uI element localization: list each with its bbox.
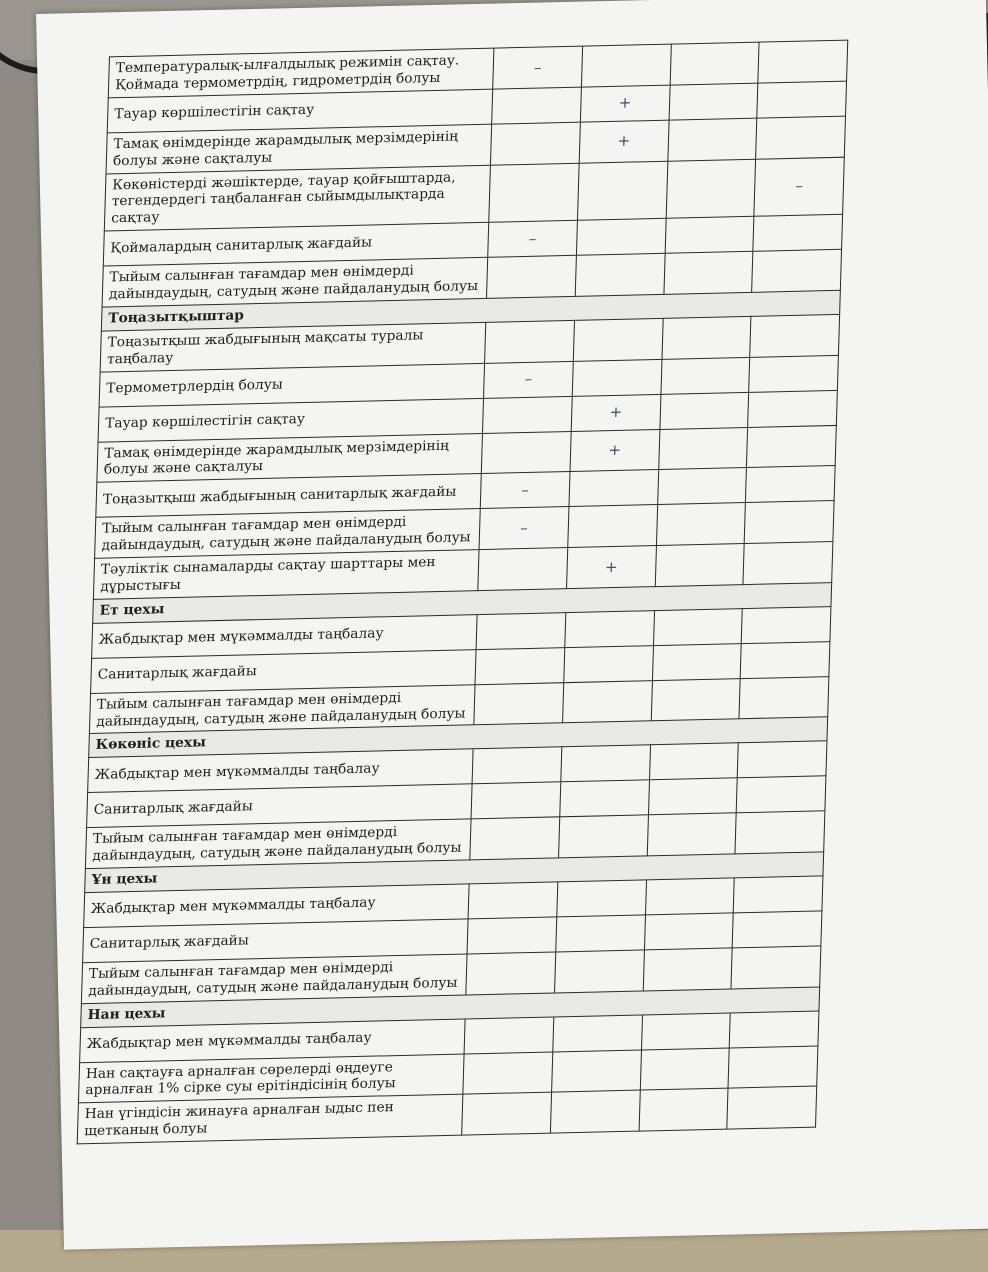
mark-cell [758,40,848,83]
mark-cell [669,83,758,120]
item-label: Санитарлық жағдайы [91,649,477,693]
mark-cell [489,163,579,223]
mark-cell [747,425,837,468]
mark-cell: + [570,429,660,472]
mark-cell [739,676,829,719]
mark-cell [652,643,741,680]
mark-cell [558,815,648,858]
mark-cell [736,776,826,813]
mark-cell: + [566,546,656,589]
item-label: Температуралық-ылғалдылық режимін сақтау. Қоймада термометрдің, гидрометрдің болуы [108,48,494,98]
mark-cell [750,314,840,357]
mark-cell [653,608,742,645]
mark-cell [561,745,651,782]
mark-cell [748,390,838,427]
mark-cell [752,249,842,292]
mark-cell [728,1046,818,1089]
item-label: Тыйым салынған тағамдар мен өнімдерді дайындаудың, сатудың және пайдаланудың болуы [102,257,488,307]
mark-cell [740,641,830,678]
section-title: Нан цехы [81,987,820,1028]
mark-cell [643,948,732,991]
item-label: Тоңазытқыш жабдығының мақсаты туралы таңбалау [100,322,486,372]
item-label: Тыйым салынған тағамдар мен өнімдерді дайындаудың, сатудың және пайдаланудың болуы [81,954,467,1004]
item-label: Жабдықтар мен мүкәммалды таңбалау [80,1019,466,1063]
item-label: Термометрлердің болуы [99,363,485,407]
item-label: Жабдықтар мен мүкәммалды таңбалау [88,749,474,793]
item-label: Тауар көршілестігін сақтау [98,398,484,442]
mark-cell [741,606,831,643]
mark-cell [464,1017,553,1054]
mark-cell [575,253,665,296]
mark-cell [648,778,737,815]
section-title: Көкөніс цехы [89,717,828,758]
mark-cell [656,503,745,546]
mark-cell [662,316,751,359]
mark-cell [556,915,646,952]
mark-cell [756,116,846,159]
mark-cell [572,359,662,396]
mark-cell [470,817,560,860]
mark-cell [753,214,843,251]
mark-cell [487,255,577,298]
mark-cell [468,882,557,919]
mark-cell [658,427,747,470]
mark-cell: – [484,361,573,398]
mark-cell [657,468,746,505]
checklist-table [77,40,849,1145]
mark-cell [749,355,839,392]
mark-cell: – [480,472,569,509]
mark-cell [471,782,560,819]
paper-sheet [36,0,988,1250]
item-label: Тамақ өнімдерінде жарамдылық мерзімдерінің болуы және сақталуы [97,433,483,483]
mark-cell [668,118,757,161]
mark-cell [560,780,650,817]
mark-cell [564,645,654,682]
mark-cell [562,680,652,723]
mark-cell [492,87,581,124]
item-label: Санитарлық жағдайы [87,784,473,828]
mark-cell: + [579,120,669,163]
mark-cell [664,251,753,294]
mark-cell [475,647,564,684]
mark-cell [554,950,644,993]
mark-cell [655,544,744,587]
mark-cell [476,612,565,649]
mark-cell: – [479,507,569,550]
mark-cell [731,946,821,989]
item-label: Нан сақтауға арналған сөрелерді өңдеуге арналған 1% сірке суы ерітіндісінің болуы [78,1054,464,1104]
mark-cell: – [493,46,583,89]
mark-cell [577,161,667,221]
section-title: Ет цехы [93,582,832,623]
mark-cell [568,505,658,548]
mark-cell [581,44,671,87]
mark-cell [640,1048,729,1091]
mark-cell [644,913,733,950]
section-title: Тоңазытқыштар [101,290,840,331]
mark-cell: – [488,220,577,257]
mark-cell [649,743,738,780]
item-label: Тоңазытқыш жабдығының санитарлық жағдайы [96,474,482,518]
item-label: Жабдықтар мен мүкәммалды таңбалау [84,884,470,928]
mark-cell [661,357,750,394]
mark-cell [746,466,836,503]
item-label: Жабдықтар мен мүкәммалды таңбалау [92,614,478,658]
item-label: Қоймалардың санитарлық жағдайы [103,222,489,266]
mark-cell [733,876,823,913]
mark-cell [463,1052,553,1095]
mark-cell [491,122,581,165]
mark-cell [481,431,571,474]
mark-cell [665,216,754,253]
mark-cell [735,811,825,854]
item-label: Тауар көршілестігін сақтау [107,89,493,133]
section-title: Ұн цехы [85,852,824,893]
mark-cell [472,747,561,784]
mark-cell [743,542,833,585]
mark-cell [729,1010,819,1047]
mark-cell [757,81,847,118]
mark-cell [737,741,827,778]
mark-cell: + [580,85,670,122]
item-label: Тамақ өнімдерінде жарамдылық мерзімдерінің болуы және сақталуы [106,124,492,174]
checklist-body [77,40,848,1144]
mark-cell [462,1092,552,1135]
mark-cell: + [571,394,661,431]
mark-cell [732,911,822,948]
mark-cell [557,880,647,917]
mark-cell [647,813,736,856]
item-label: Тәуліктік сынамаларды сақтау шарттары мен дұрыстығы [93,550,479,600]
mark-cell [551,1050,641,1093]
item-label: Тыйым салынған тағамдар мен өнімдерді дайындаудың, сатудың және пайдаланудың болуы [85,819,471,869]
mark-cell [467,917,556,954]
mark-cell [670,42,759,85]
mark-cell [666,159,756,219]
mark-cell [660,392,749,429]
mark-cell [474,682,564,725]
item-label: Тыйым салынған тағамдар мен өнімдерді дайындаудың, сатудың және пайдаланудың болуы [89,684,475,734]
mark-cell [727,1086,817,1129]
item-label: Нан үгіндісін жинауға арналған ыдыс пен щетканың болуы [77,1094,463,1144]
mark-cell [573,318,663,361]
item-label: Санитарлық жағдайы [83,919,469,963]
mark-cell [645,878,734,915]
mark-cell [639,1088,728,1131]
mark-cell [553,1015,643,1052]
mark-cell [651,678,740,721]
item-label: Тыйым салынған тағамдар мен өнімдерді дайындаудың, сатудың және пайдаланудың болуы [95,509,481,559]
mark-cell [483,396,572,433]
mark-cell [641,1013,730,1050]
mark-cell [478,548,568,591]
mark-cell [565,610,655,647]
mark-cell [569,470,659,507]
mark-cell [485,320,575,363]
mark-cell [576,218,666,255]
mark-cell [466,952,556,995]
mark-cell [744,501,834,544]
item-label: Көкөністерді жәшіктерде, тауар қойғыштарда, тегендердегі таңбаланған сыйымдылықтарда сақтау [104,165,490,231]
mark-cell [550,1090,640,1133]
mark-cell: – [754,157,844,217]
